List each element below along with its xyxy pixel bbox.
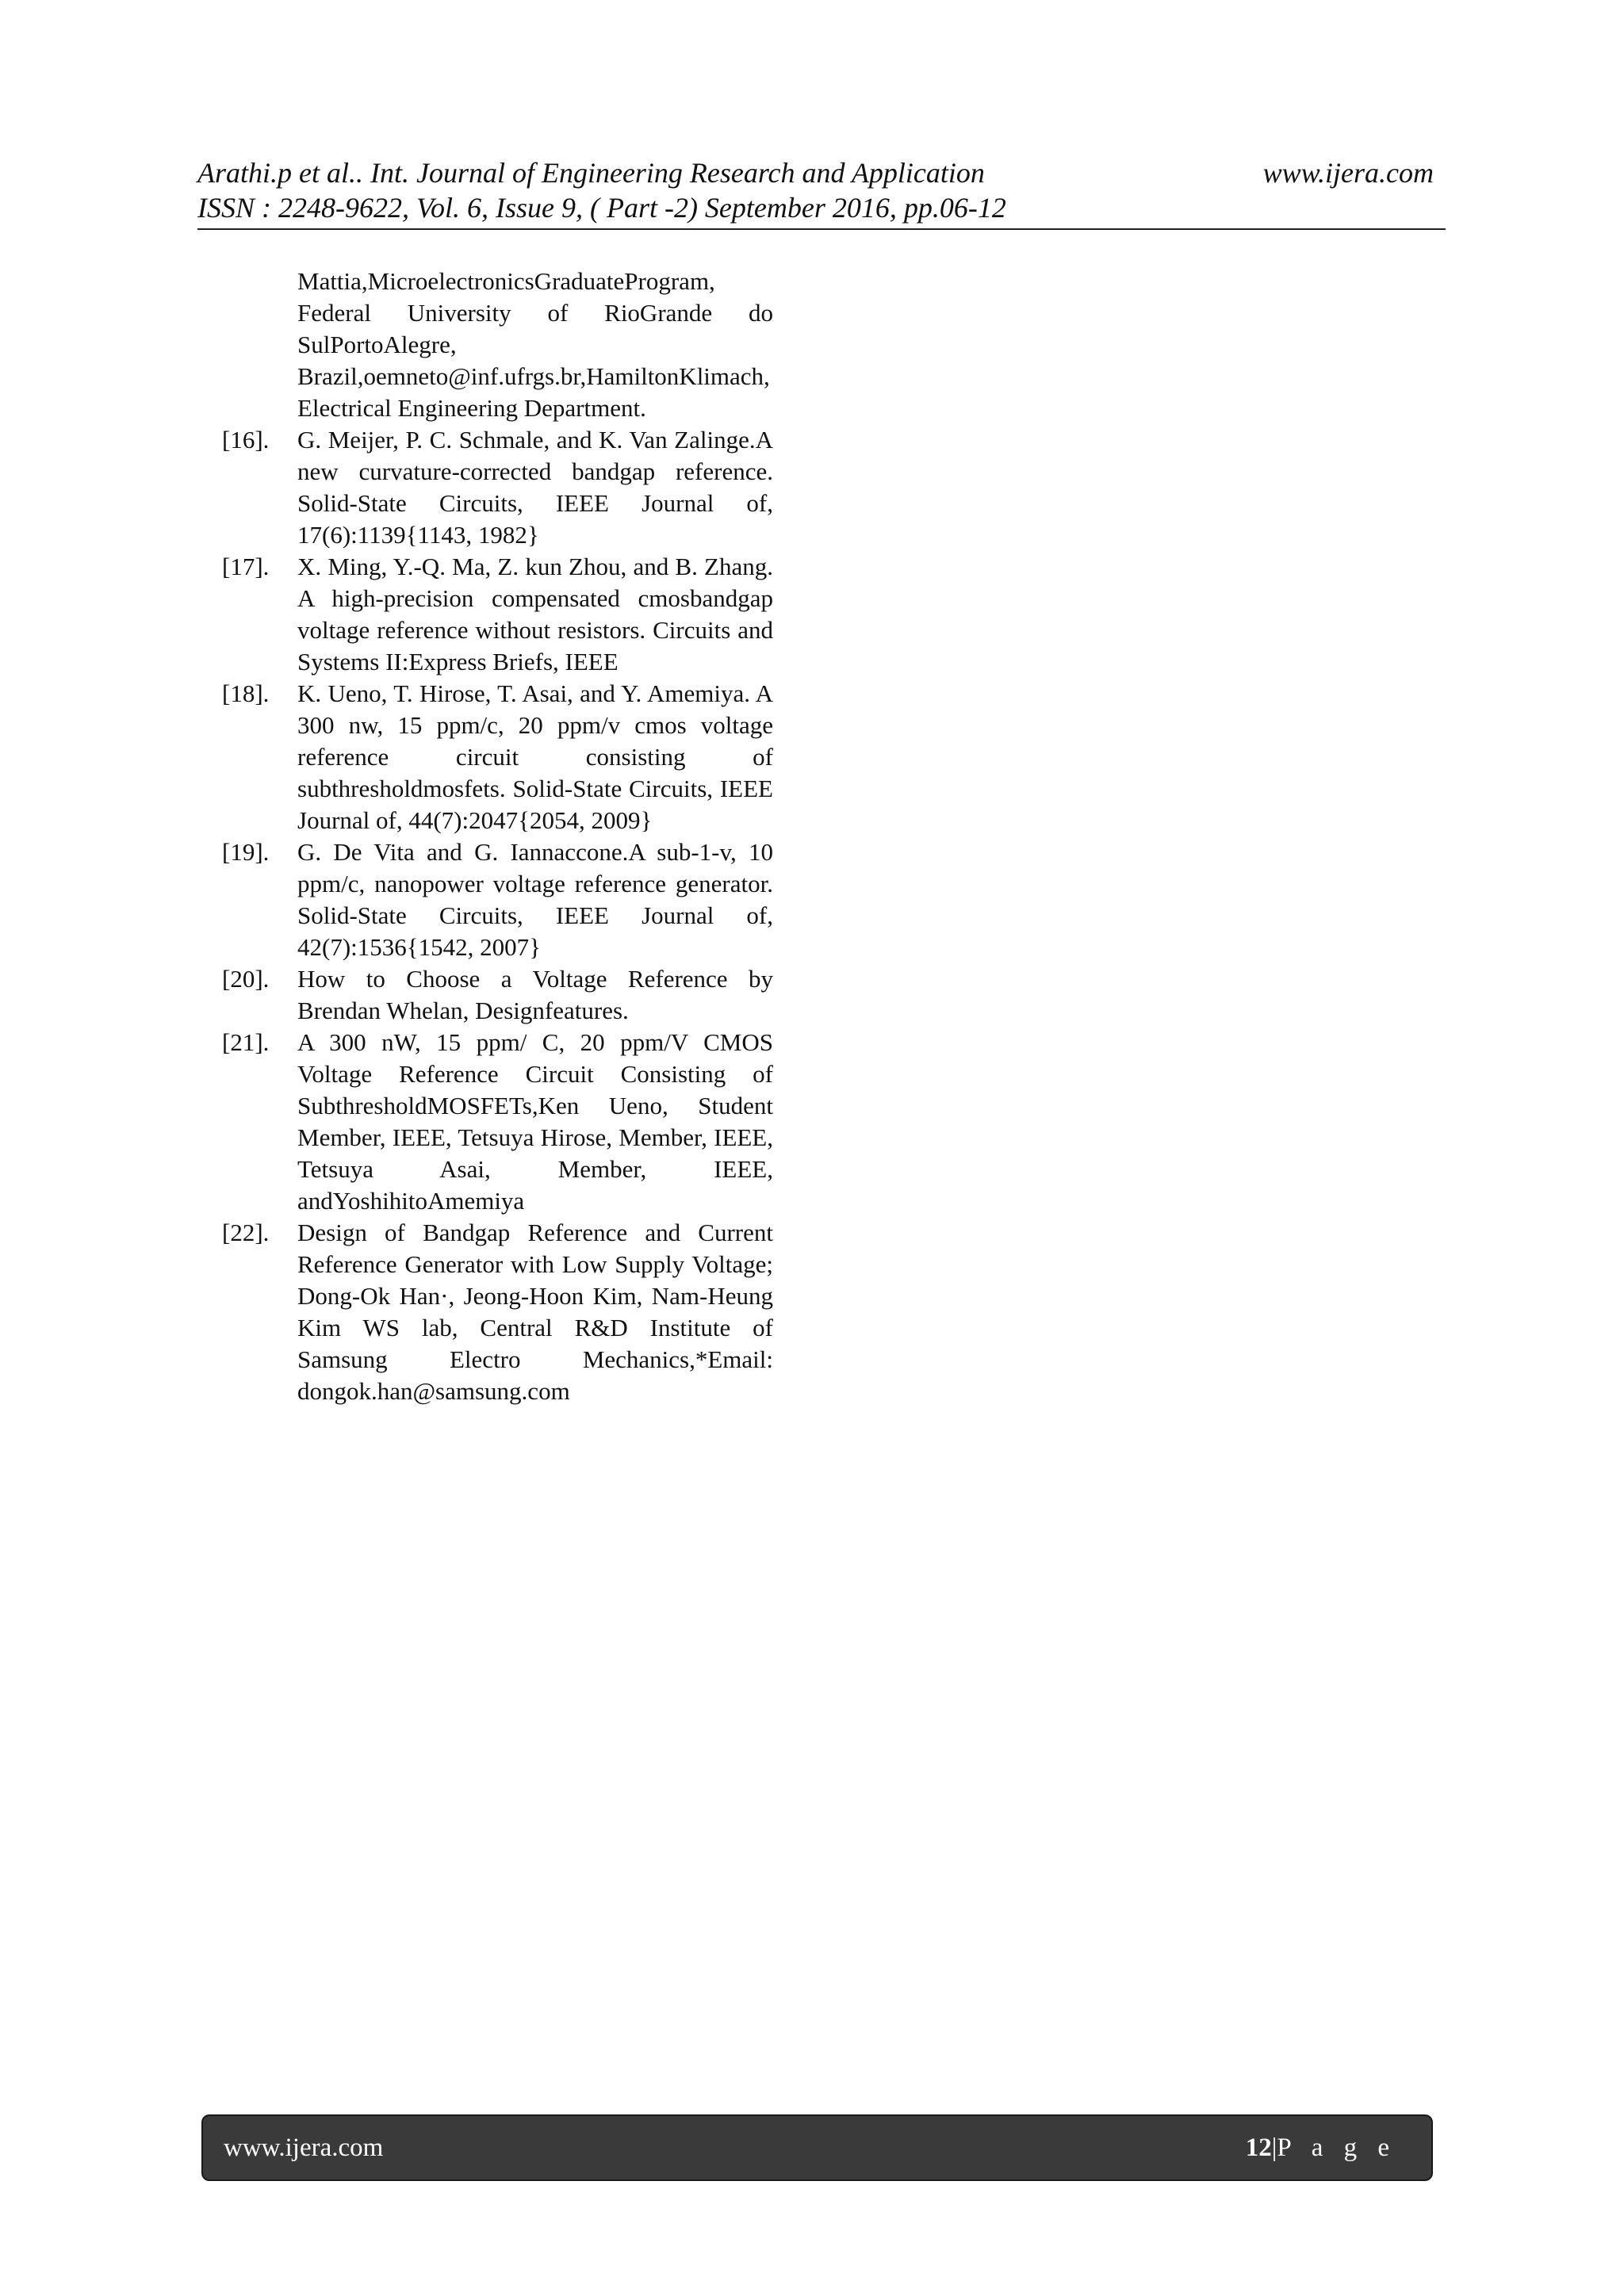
reference-item [222, 836, 773, 963]
page-number: 12 [1245, 2133, 1272, 2162]
reference-number: [21]. [222, 1028, 270, 1056]
reference-item [222, 963, 773, 1027]
footer-page-indicator [1246, 2116, 1396, 2179]
footer-website: www.ijera.com [224, 2133, 384, 2162]
reference-number: [16]. [222, 426, 270, 453]
reference-item [222, 551, 773, 678]
reference-number: [17]. [222, 553, 270, 580]
reference-text: A 300 nW, 15 ppm/ C, 20 ppm/V CMOS Voltage Reference Circuit Consisting of SubthresholdMOSFETs,Ken Ueno, Student Member, IEEE, Tetsuya Hirose, Member, IEEE, Tetsuya Asai, Member, IEEE, andYoshihitoAmemiya [297, 1028, 773, 1215]
page-separator: | [1271, 2133, 1277, 2162]
reference-item [222, 678, 773, 836]
page-header [197, 155, 1446, 230]
reference-list [222, 266, 773, 1407]
reference-number: [20]. [222, 965, 270, 993]
reference-text: Design of Bandgap Reference and Current Reference Generator with Low Supply Voltage; Dong-Ok Han·, Jeong-Hoon Kim, Nam-Heung Kim WS lab, Central R&D Institute of Samsung Electro Mechanics,*Email: dongok.han@samsung.com [297, 1219, 773, 1405]
reference-text: G. De Vita and G. Iannaccone.A sub-1-v, 10 ppm/c, nanopower voltage reference generator. Solid-State Circuits, IEEE Journal of, 42(7):1536{1542, 2007} [297, 838, 773, 961]
header-citation: Arathi.p et al.. Int. Journal of Engineering Research and Application [197, 157, 985, 189]
reference-item [222, 1027, 773, 1217]
reference-item [222, 424, 773, 551]
page-label: P a g e [1277, 2133, 1396, 2162]
reference-text: G. Meijer, P. C. Schmale, and K. Van Zalinge.A new curvature-corrected bandgap reference. Solid-State Circuits, IEEE Journal of, 17(6):1139{1143, 1982} [297, 426, 773, 549]
reference-number: [22]. [222, 1219, 270, 1246]
reference-text: How to Choose a Voltage Reference by Brendan Whelan, Designfeatures. [297, 965, 773, 1024]
page-footer [201, 2114, 1433, 2181]
header-website: www.ijera.com [1262, 157, 1434, 189]
reference-continued [222, 266, 773, 424]
reference-text: X. Ming, Y.-Q. Ma, Z. kun Zhou, and B. Zhang. A high-precision compensated cmosbandgap voltage reference without resistors. Circuits and Systems II:Express Briefs, IEEE [297, 553, 773, 675]
reference-continued-text: Mattia,MicroelectronicsGraduateProgram, Federal University of RioGrande do SulPortoAlegre, Brazil,oemneto@inf.ufrgs.br,HamiltonKlimach,Electrical Engineering Department. [297, 267, 773, 422]
reference-number: [18]. [222, 679, 270, 707]
reference-text: K. Ueno, T. Hirose, T. Asai, and Y. Amemiya. A 300 nw, 15 ppm/c, 20 ppm/v cmos voltage reference circuit consisting of subthresholdmosfets. Solid-State Circuits, IEEE Journal of, 44(7):2047{2054, 2009} [297, 679, 773, 834]
reference-item [222, 1217, 773, 1407]
reference-number: [19]. [222, 838, 270, 866]
header-issn: ISSN : 2248-9622, Vol. 6, Issue 9, ( Part -2) September 2016, pp.06-12 [197, 192, 1006, 224]
